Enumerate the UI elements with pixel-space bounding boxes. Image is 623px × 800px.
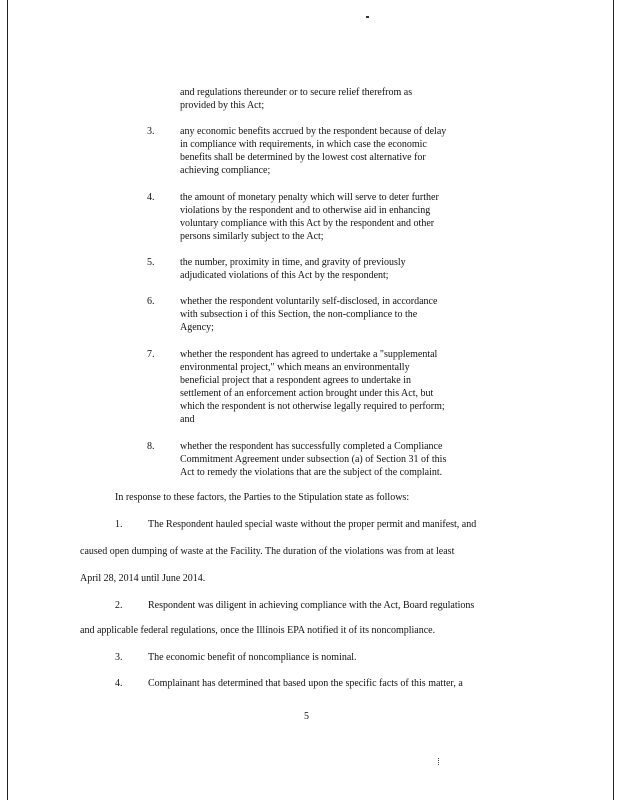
factor-line: persons similarly subject to the Act; bbox=[180, 231, 324, 242]
factor-number: 5. bbox=[147, 257, 155, 268]
response-line: and applicable federal regulations, once the Illinois EPA notified it of its noncompliance. bbox=[80, 625, 436, 636]
factor-line: the number, proximity in time, and gravity of previously bbox=[180, 257, 406, 268]
factor-line: voluntary compliance with this Act by the respondent and other bbox=[180, 218, 435, 229]
factor-line: benefits shall be determined by the lowest cost alternative for bbox=[180, 152, 426, 163]
response-number: 4. bbox=[115, 678, 123, 689]
factor-line: Act to remedy the violations that are the subject of the complaint. bbox=[180, 467, 443, 478]
factor-line: whether the respondent has agreed to undertake a "supplemental bbox=[180, 349, 438, 360]
response-number: 3. bbox=[115, 652, 123, 663]
factor-line: violations by the respondent and to otherwise aid in enhancing bbox=[180, 205, 431, 216]
factor-number: 6. bbox=[147, 296, 155, 307]
response-line: The economic benefit of noncompliance is nominal. bbox=[148, 652, 357, 663]
factor-line: any economic benefits accrued by the respondent because of delay bbox=[180, 126, 447, 137]
factor-line: which the respondent is not otherwise legally required to perform; bbox=[180, 401, 445, 412]
factor-line: whether the respondent has successfully completed a Compliance bbox=[180, 441, 443, 452]
factor-line: with subsection i of this Section, the non-compliance to the bbox=[180, 309, 418, 320]
factor-line: Agency; bbox=[180, 322, 214, 333]
factor-line: and bbox=[180, 414, 195, 425]
factor-line: the amount of monetary penalty which will serve to deter further bbox=[180, 192, 439, 203]
scan-border-left bbox=[7, 0, 8, 800]
continuation-line: and regulations thereunder or to secure relief therefrom as bbox=[180, 87, 413, 98]
factor-line: achieving compliance; bbox=[180, 165, 271, 176]
scan-mark-top bbox=[366, 16, 369, 18]
factor-line: Commitment Agreement under subsection (a) of Section 31 of this bbox=[180, 454, 447, 465]
response-line: The Respondent hauled special waste without the proper permit and manifest, and bbox=[148, 519, 477, 530]
factor-line: adjudicated violations of this Act by the respondent; bbox=[180, 270, 389, 281]
stipulation-intro: In response to these factors, the Parties to the Stipulation state as follows: bbox=[115, 492, 410, 503]
factor-number: 4. bbox=[147, 192, 155, 203]
factor-line: whether the respondent voluntarily self-disclosed, in accordance bbox=[180, 296, 438, 307]
response-line: April 28, 2014 until June 2014. bbox=[80, 573, 206, 584]
factor-line: in compliance with requirements, in which case the economic bbox=[180, 139, 427, 150]
factor-number: 3. bbox=[147, 126, 155, 137]
page-number: 5 bbox=[304, 711, 309, 722]
response-line: caused open dumping of waste at the Facility. The duration of the violations was from at least bbox=[80, 546, 455, 557]
factor-number: 7. bbox=[147, 349, 155, 360]
response-number: 1. bbox=[115, 519, 123, 530]
scan-mark-bottom bbox=[438, 758, 440, 765]
factor-number: 8. bbox=[147, 441, 155, 452]
factor-line: beneficial project that a respondent agrees to undertake in bbox=[180, 375, 412, 386]
factor-line: environmental project," which means an environmentally bbox=[180, 362, 410, 373]
response-number: 2. bbox=[115, 600, 123, 611]
response-line: Respondent was diligent in achieving compliance with the Act, Board regulations bbox=[148, 600, 475, 611]
factor-line: settlement of an enforcement action brought under this Act, but bbox=[180, 388, 434, 399]
response-line: Complainant has determined that based upon the specific facts of this matter, a bbox=[148, 678, 463, 689]
continuation-line: provided by this Act; bbox=[180, 100, 265, 111]
scan-border-right bbox=[613, 0, 614, 800]
